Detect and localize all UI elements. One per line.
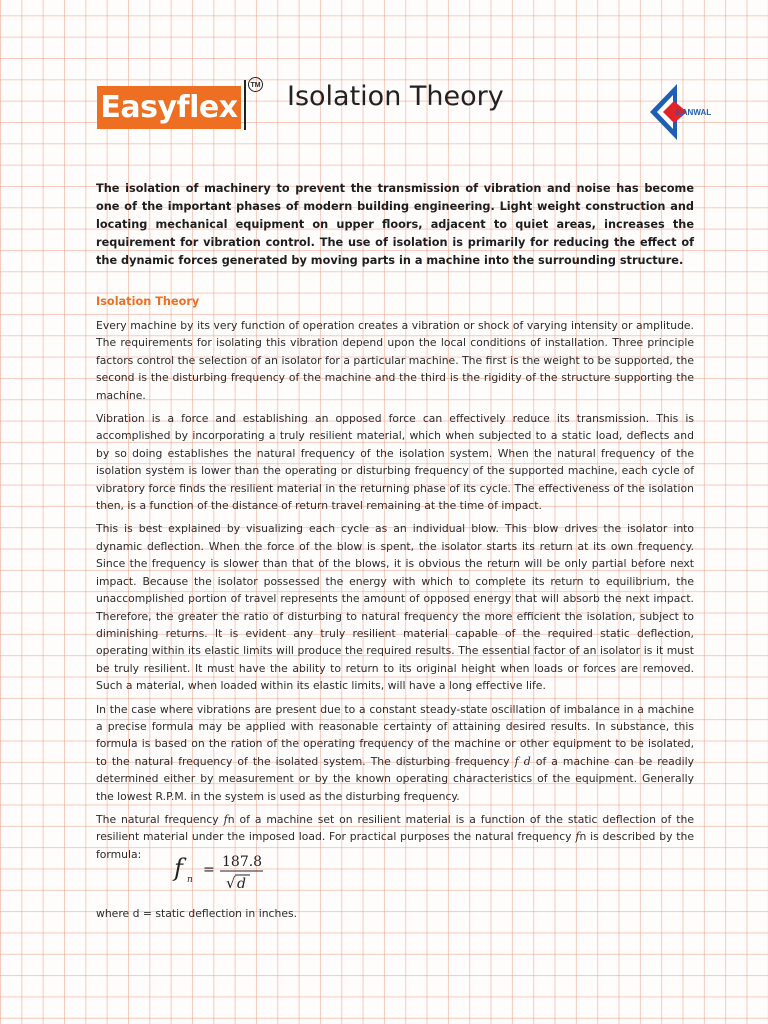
page-title: Isolation Theory bbox=[287, 81, 504, 112]
formula-denominator: d bbox=[237, 876, 246, 892]
kanwal-logo bbox=[650, 84, 722, 140]
trademark-icon: TM bbox=[248, 77, 263, 92]
paragraph-5: The natural frequency fn of a machine set on resilient material is a function of the static deflection of the resilient material under the imposed load. For practical purposes the natural frequency fn is described by the formula: bbox=[96, 812, 694, 861]
formula-radical: √ bbox=[226, 874, 236, 892]
formula-footnote: where d = static deflection in inches. bbox=[96, 907, 298, 920]
paragraph-4: In the case where vibrations are present due to a constant steady-state oscillation of imbalance in a machine a precise formula may be applied with reasonable certainty of attaining desired results. In substance, this formula is based on the ration of the operating frequency of the machine or other equipment to be isolated, to the natural frequency of the isolated system. The disturbing frequency f d of a machine can be readily determined either by measurement or by the known operating characteristics of the equipment. Generally the lowest R.P.M. in the system is used as the disturbing frequency. bbox=[96, 702, 695, 803]
paragraph-1: Every machine by its very function of operation creates a vibration or shock of varying intensity or amplitude. The requirements for isolating this vibration depend upon the local conditions of installation. Three principle factors control the selection of an isolator for a particular machine. The first is the weight to be supported, the second is the disturbing frequency of the machine and the third is the rigidity of the structure supporting the machine. bbox=[96, 319, 694, 402]
disturbing-frequency-symbol: f d bbox=[514, 754, 531, 768]
natural-frequency-symbol-2: f bbox=[575, 830, 580, 844]
natural-frequency-symbol: f bbox=[223, 812, 228, 826]
easyflex-logo: Easyflex bbox=[97, 86, 241, 129]
kanwal-logo-text: KANWAL bbox=[676, 108, 712, 117]
formula-lhs: f bbox=[174, 854, 183, 882]
section-heading: Isolation Theory bbox=[96, 295, 200, 308]
formula-equals: = bbox=[203, 862, 215, 878]
formula-lhs-subscript: n bbox=[187, 875, 193, 885]
logo-divider bbox=[244, 80, 246, 130]
paragraph-3: This is best explained by visualizing each cycle as an individual blow. This blow drives the isolator into dynamic deflection. When the force of the blow is spent, the isolator starts its return at its own frequency. Since the frequency is slower than that of the blows, it is obvious the return will be only partial before next impact. Because the isolator possessed the energy with which to complete its return to equilibrium, the unaccomplished portion of travel represents the amount of opposed energy that will absorb the next impact. Therefore, the greater the ratio of disturbing to natural frequency the more efficient the isolation, subject to diminishing returns. It is evident any truly resilient material capable of the required static deflection, operating within its elastic limits will produce the required results. The essential factor of an isolator is it must be truly resilient. It must have the ability to return to its original height when loads or forces are removed. Such a material, when loaded within its elastic limits, will have a long effective life. bbox=[96, 522, 694, 693]
formula-numerator: 187.8 bbox=[222, 854, 263, 870]
body-text bbox=[96, 317, 694, 869]
paragraph-2: Vibration is a force and establishing an opposed force can effectively reduce its transmission. This is accomplished by incorporating a truly resilient material, which when subjected to a static load, deflects and by so doing establishes the natural frequency of the isolation system. When the natural frequency of the isolation system is lower than the operating or disturbing frequency of the supported machine, each cycle of vibratory force finds the resilient material in the returning phase of its cycle. The effectiveness of the isolation then, is a function of the distance of return travel remaining at the time of impact. bbox=[96, 412, 694, 513]
intro-paragraph: The isolation of machinery to prevent the transmission of vibration and noise has become one of the important phases of modern building engineering. Light weight construction and locating mechanical equipment on upper floors, adjacent to quiet areas, increases the requirement for vibration control. The use of isolation is primarily for reducing the effect of the dynamic forces generated by moving parts in a machine into the surrounding structure. bbox=[96, 182, 694, 267]
natural-frequency-formula bbox=[170, 845, 290, 895]
